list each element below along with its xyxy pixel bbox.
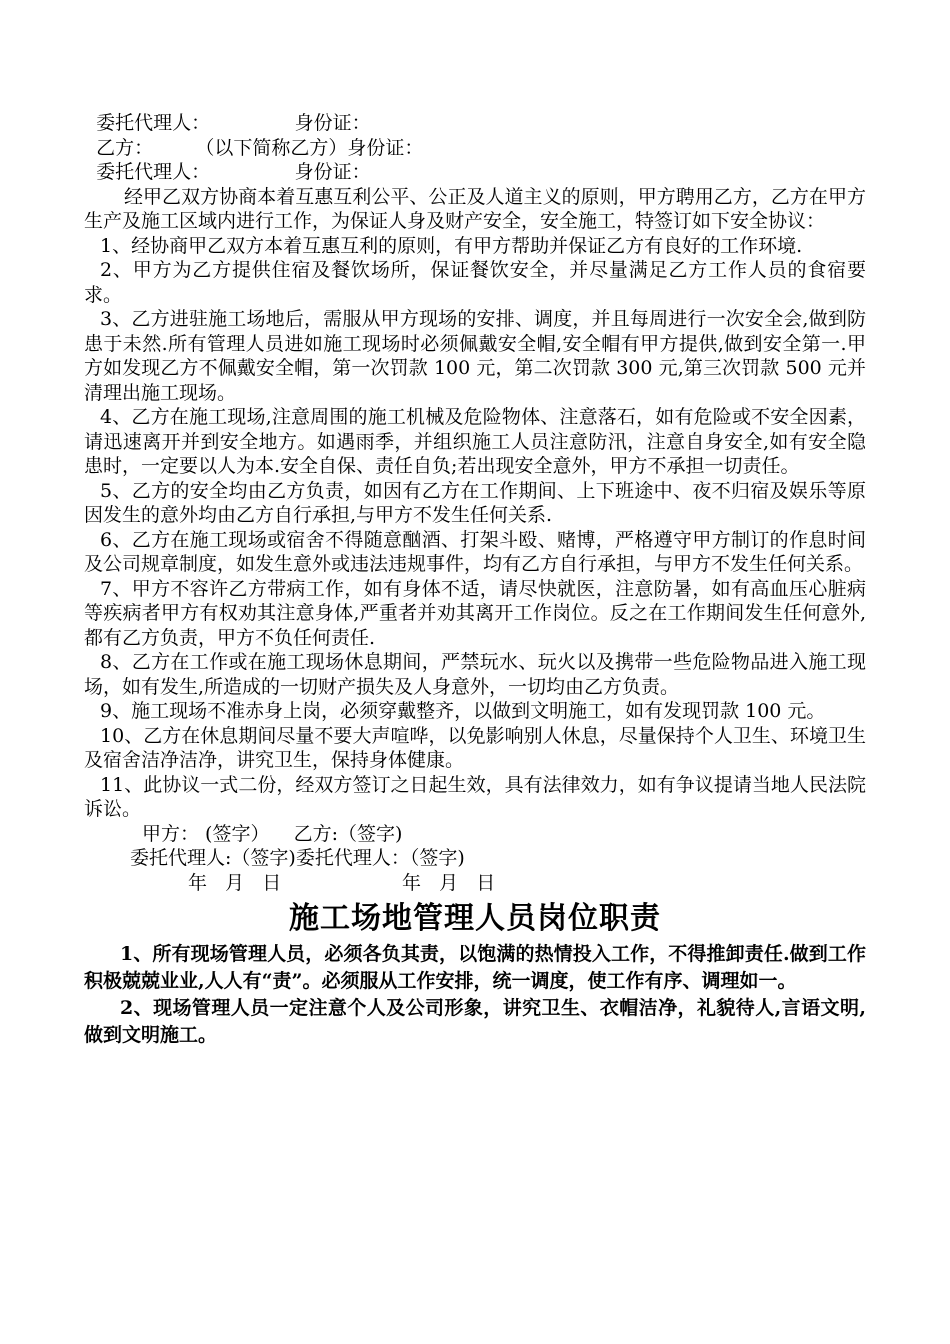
clause-10: 10、乙方在休息期间尽量不要大声喧哗，以免影响别人休息，尽量保持个人卫生、环境卫生及宿舍洁净洁净，讲究卫生，保持身体健康。	[84, 724, 866, 771]
agent-line-2: 委托代理人： 身份证：	[84, 161, 371, 183]
party-b-line: 乙方： （以下简称乙方）身份证：	[84, 136, 424, 159]
clause-7: 7、甲方不容许乙方带病工作，如有身体不适，请尽快就医，注意防暑，如有高血压心脏病等疾病者甲方有权劝其注意身体,严重者并劝其离开工作岗位。反之在工作期间发生任何意外,都有乙方负责，甲方不负任何责任.	[84, 577, 866, 649]
clause-2: 2、甲方为乙方提供住宿及餐饮场所，保证餐饮安全，并尽量满足乙方工作人员的食宿要求。	[84, 259, 866, 306]
document-body	[84, 111, 866, 1049]
clause-1: 1、经协商甲乙双方本着互惠互利的原则，有甲方帮助并保证乙方有良好的工作环境.	[100, 234, 803, 257]
clause-6: 6、乙方在施工现场或宿舍不得随意酗酒、打架斗殴、赌博，严格遵守甲方制订的作息时间及公司规章制度，如发生意外或违法违规事件，均有乙方自行承担，与甲方不发生任何关系。	[84, 528, 866, 575]
clause-11: 11、此协议一式二份，经双方签订之日起生效，具有法律效力，如有争议提请当地人民法院诉讼。	[84, 773, 866, 820]
clause-8: 8、乙方在工作或在施工现场休息期间，严禁玩水、玩火以及携带一些危险物品进入施工现场，如有发生,所造成的一切财产损失及人身意外，一切均由乙方负责。	[84, 651, 866, 698]
signature-line-agents: 委托代理人:（签字)委托代理人：（签字)	[130, 847, 465, 869]
agent-line-1: 委托代理人： 身份证：	[84, 112, 371, 134]
clause-5: 5、乙方的安全均由乙方负责，如因有乙方在工作期间、上下班途中、夜不归宿及娱乐等原因发生的意外均由乙方自行承担,与甲方不发生任何关系.	[84, 479, 866, 526]
clause-9: 9、施工现场不准赤身上岗，必须穿戴整齐，以做到文明施工，如有发现罚款 100 元。	[100, 700, 826, 722]
duty-2: 2、现场管理人员一定注意个人及公司形象，讲究卫生、衣帽洁净，礼貌待人,言语文明,做到文明施工。	[84, 997, 866, 1046]
clause-4: 4、乙方在施工现场,注意周围的施工机械及危险物体、注意落石，如有危险或不安全因素，请迅速离开并到安全地方。如遇雨季，并组织施工人员注意防汛，注意自身安全,如有安全隐患时，一定要以人为本.安全自保、责任自负;若出现安全意外，甲方不承担一切责任。	[84, 406, 866, 477]
signature-line-dates: 年 月 日 年 月 日	[188, 871, 496, 894]
duty-1: 1、所有现场管理人员，必须各负其责，以饱满的热情投入工作，不得推卸责任.做到工作积极兢兢业业,人人有“责”。必须服从工作安排，统一调度，使工作有序、调理如一。	[84, 943, 866, 992]
intro-paragraph: 经甲乙双方协商本着互惠互利公平、公正及人道主义的原则，甲方聘用乙方，乙方在甲方生产及施工区域内进行工作，为保证人身及财产安全，安全施工，特签订如下安全协议：	[84, 185, 866, 232]
clause-3: 3、乙方进驻施工场地后，需服从甲方现场的安排、调度，并且每周进行一次安全会,做到防患于未然.所有管理人员进如施工现场时必须佩戴安全帽,安全帽有甲方提供,做到安全第一.甲方如发现乙方不佩戴安全帽，第一次罚款 100 元，第二次罚款 300 元,第三次罚款 500 元并清理出施工现场。	[84, 308, 866, 404]
signature-line-parties: 甲方： (签字） 乙方:（签字)	[142, 822, 403, 845]
section-title: 施工场地管理人员岗位职责	[289, 901, 661, 936]
